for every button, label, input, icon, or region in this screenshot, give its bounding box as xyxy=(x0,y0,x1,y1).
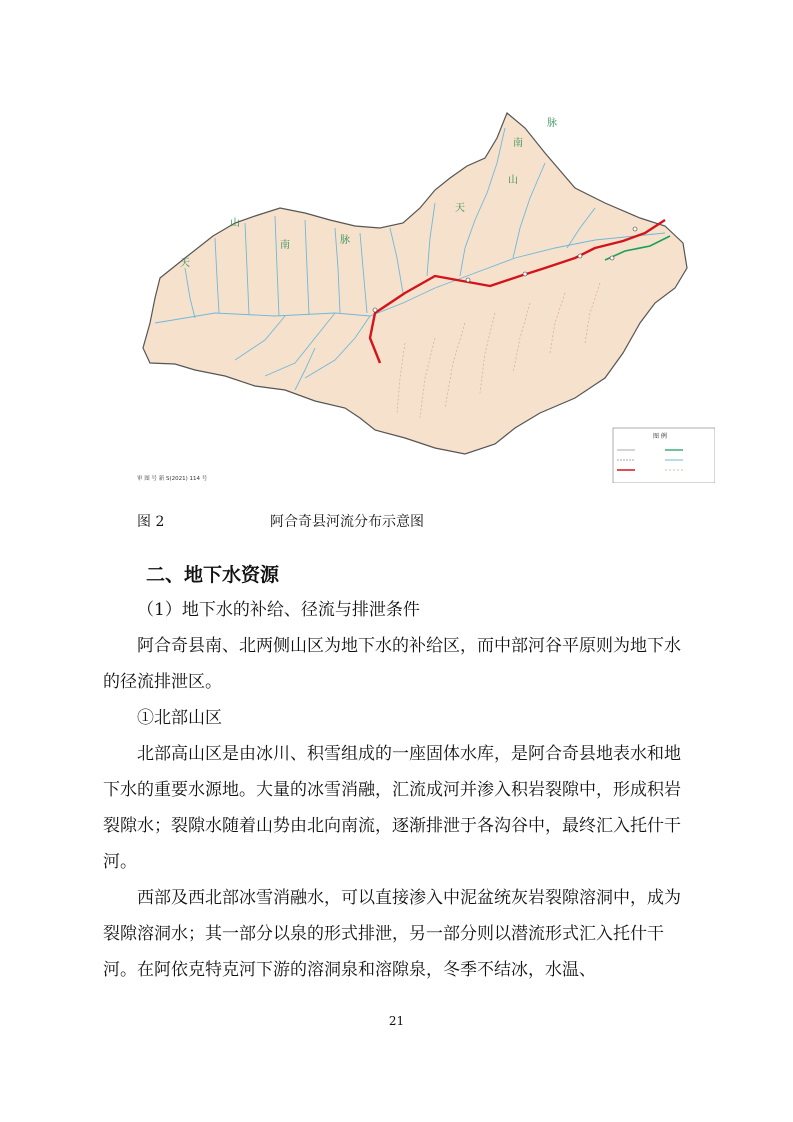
figure-title: 阿合奇县河流分布示意图 xyxy=(270,514,424,530)
map-label-8: 脉 xyxy=(340,235,350,246)
section-heading: 二、地下水资源 xyxy=(146,564,280,586)
map-source-note: 审 图 号 新 S(2021) 114 号 xyxy=(137,476,208,482)
paragraph-1: 阿合奇县南、北两侧山区为地下水的补给区，而中部河谷平原则为地下水的径流排泄区。 xyxy=(103,636,681,692)
map-legend xyxy=(613,428,715,483)
figure-caption xyxy=(0,511,793,531)
subheading: （1）地下水的补给、径流与排泄条件 xyxy=(137,600,420,620)
map-label-7: 南 xyxy=(280,240,290,251)
map-label-4: 山 xyxy=(508,175,518,186)
map-label-1: 南 xyxy=(513,138,523,149)
map-label-2: 脉 xyxy=(547,118,557,129)
figure-number: 图 2 xyxy=(137,514,165,530)
map-label-5: 山 xyxy=(230,218,240,229)
paragraph-2: 北部高山区是由冰川、积雪组成的一座固体水库，是阿合奇县地表水和地下水的重要水源地。大量的冰雪消融，汇流成河并渗入积岩裂隙中，形成积岩裂隙水；裂隙水随着山势由北向南流，逐渐排泄于各沟谷中，最终汇入托什干河。 xyxy=(103,744,681,872)
river-distribution-map xyxy=(135,108,715,483)
paragraph-3: 西部及西北部冰雪消融水，可以直接渗入中泥盆统灰岩裂隙溶洞中，成为裂隙溶洞水；其一部分以泉的形式排泄，另一部分则以潜流形式汇入托什干河。在阿依克特克河下游的溶洞泉和溶隙泉，冬季不结冰，水温、 xyxy=(103,888,681,980)
page-number: 21 xyxy=(388,1014,405,1028)
map-legend-title: 图 例 xyxy=(653,433,667,440)
map-label-6: 天 xyxy=(180,258,190,269)
county-territory xyxy=(143,113,687,454)
map-label-3: 天 xyxy=(455,203,465,214)
map-svg xyxy=(135,108,715,483)
subsection-title: ①北部山区 xyxy=(137,708,222,728)
